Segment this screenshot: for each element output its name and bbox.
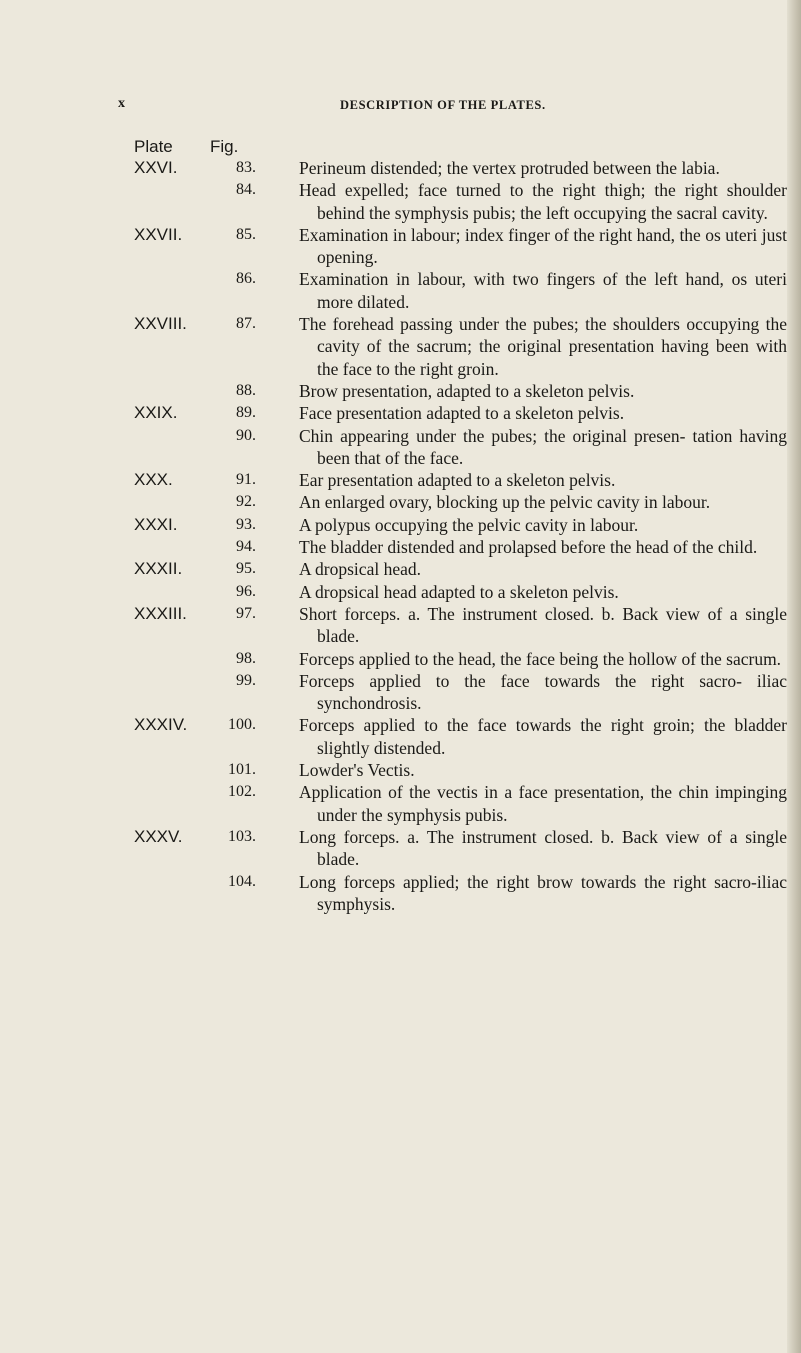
figure-number: 96. [236,582,256,600]
list-item [0,224,787,269]
figure-description: Forceps applied to the head, the face being the hollow of the sacrum. [299,648,782,669]
figure-description: The bladder distended and prolapsed before the head of the child. [299,537,758,558]
figure-description: Head expelled; face turned to the right thigh; the right shoulder behind the symphysis pubis; the left occupying the sacral cavity. [299,180,787,223]
figure-number: 84. [236,181,256,199]
plate-number: XXXIV. [134,715,188,735]
plate-number: XXXII. [134,559,183,579]
figure-description: A dropsical head adapted to a skeleton pelvis. [299,581,619,602]
list-item [0,558,787,580]
figure-description: Face presentation adapted to a skeleton pelvis. [299,403,625,424]
list-item [0,514,787,536]
figure-description: Perineum distended; the vertex protruded between the labia. [299,158,720,178]
page-number: x [118,96,125,111]
figure-number: 98. [236,649,256,667]
figure-description: Long forceps applied; the right brow towards the right sacro-iliac symphysis. [299,871,787,914]
figure-number: 99. [236,671,256,689]
list-item [0,380,787,402]
figure-number: 97. [236,604,256,622]
plate-number: XXVII. [134,224,183,244]
plate-descriptions-list [0,157,787,915]
figure-number: 91. [236,471,256,489]
figure-description: Forceps applied to the face towards the right groin; the bladder slightly distended. [299,715,787,758]
figure-number: 104. [228,872,256,890]
figure-description: Lowder's Vectis. [299,760,415,781]
list-item [0,402,787,424]
list-item [0,714,787,759]
figure-number: 93. [236,515,256,533]
figure-number: 95. [236,560,256,578]
figure-number: 90. [236,426,256,444]
fig-column-header: Fig. [210,137,239,156]
list-item [0,268,787,313]
figure-number: 88. [236,381,256,399]
figure-number: 89. [236,404,256,422]
figure-number: 101. [228,761,256,779]
figure-description: Forceps applied to the face towards the right sacro- iliac synchondrosis. [299,670,787,714]
figure-description: Brow presentation, adapted to a skeleton pelvis. [299,380,635,401]
plate-number: XXX. [134,470,173,490]
plate-number: XXVI. [134,158,178,177]
plate-number: XXXV. [134,826,183,846]
list-item [0,603,787,648]
list-item [0,648,787,670]
figure-description: Long forceps. a. The instrument closed. b. Back view of a single blade. [299,826,787,870]
list-item [0,581,787,603]
list-item [0,469,787,491]
figure-description: Chin appearing under the pubes; the original presen- tation having been that of the face. [299,425,787,468]
figure-description: The forehead passing under the pubes; the shoulders occupying the cavity of the sacrum; the original presentation having been with the face to the right groin. [299,314,787,379]
plate-column-header: Plate [134,137,173,156]
figure-description: An enlarged ovary, blocking up the pelvic cavity in labour. [299,492,711,513]
figure-description: A polypus occupying the pelvic cavity in labour. [299,514,639,535]
list-item [0,536,787,558]
list-item [0,491,787,513]
figure-number: 86. [236,270,256,288]
list-item [0,425,787,470]
list-item [0,826,787,871]
plate-number: XXXIII. [134,603,187,623]
figure-number: 100. [228,716,256,734]
figure-description: Ear presentation adapted to a skeleton pelvis. [299,470,616,491]
figure-number: 92. [236,493,256,511]
plate-number: XXVIII. [134,314,187,334]
figure-description: Application of the vectis in a face presentation, the chin impinging under the symphysis pubis. [299,782,787,825]
plate-number: XXXI. [134,514,178,534]
list-item [0,871,787,916]
figure-number: 103. [228,827,256,845]
figure-description: A dropsical head. [299,559,421,580]
figure-number: 85. [236,225,256,243]
list-item [0,157,787,179]
page-edge [787,0,801,1353]
list-item [0,781,787,826]
list-item [0,313,787,380]
figure-number: 83. [236,159,256,176]
figure-description: Examination in labour; index finger of the right hand, the os uteri just opening. [299,224,787,268]
plate-number: XXIX. [134,403,178,423]
figure-number: 94. [236,538,256,556]
running-title: DESCRIPTION OF THE PLATES. [340,98,546,112]
page-header [118,96,718,118]
figure-number: 102. [228,783,256,801]
list-item [0,759,787,781]
figure-description: Examination in labour, with two fingers of the left hand, os uteri more dilated. [299,269,787,312]
list-item [0,670,787,715]
figure-number: 87. [236,315,256,333]
list-item [0,179,787,224]
figure-description: Short forceps. a. The instrument closed. b. Back view of a single blade. [299,603,787,647]
